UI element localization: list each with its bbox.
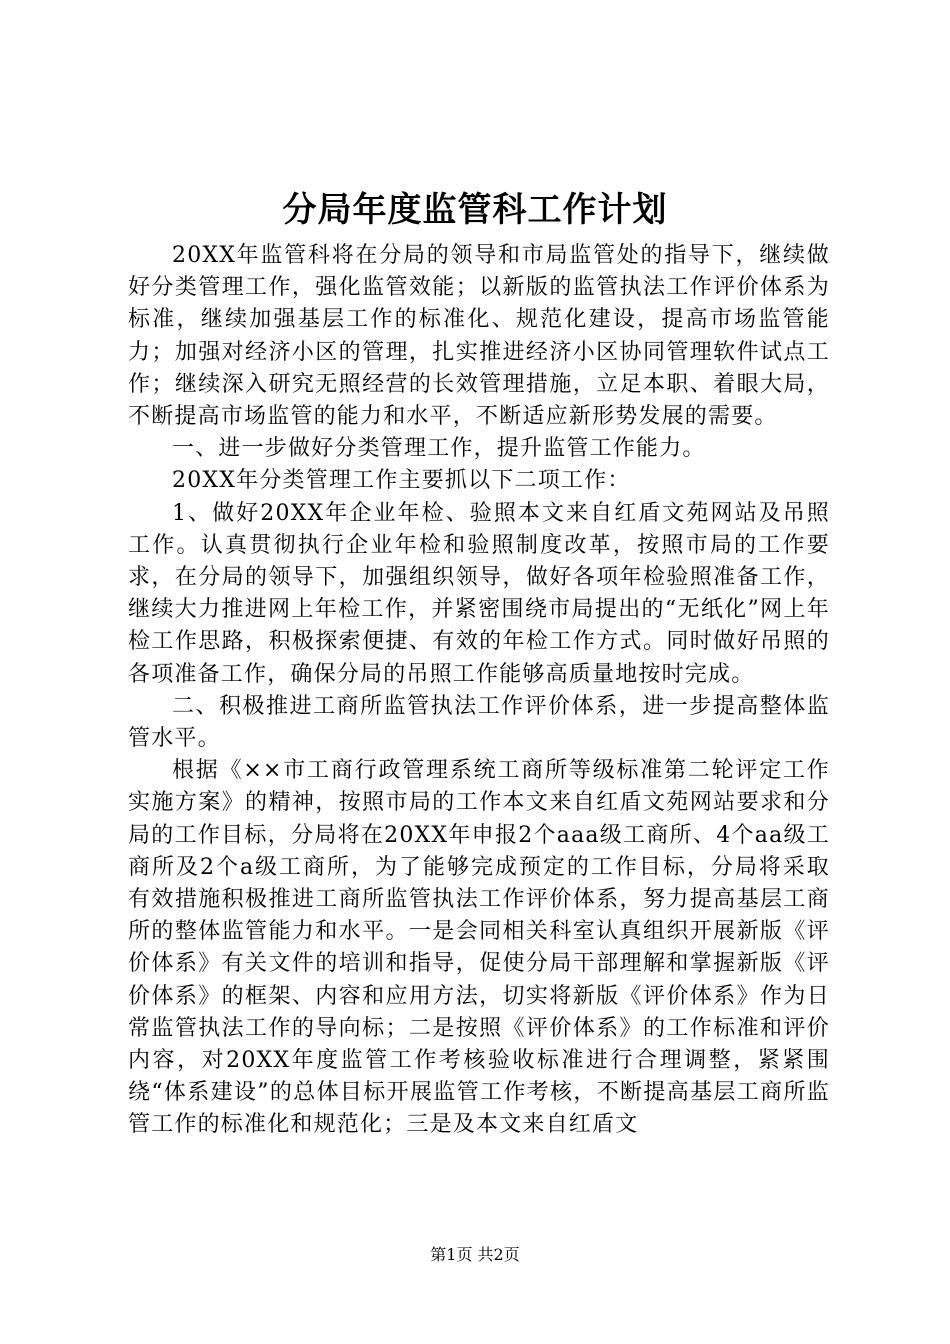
paragraph-section-1-lead: 20XX年分类管理工作主要抓以下二项工作： <box>172 468 631 494</box>
paragraph-section-2-body: 根据《××市工商行政管理系统工商所等级标准第二轮评定工作实施方案》的精神，按照市局的工作本文来自红盾文苑网站要求和分局的工作目标，分局将在20XX年申报2个aaa级工商所、4个aa级工商所及2个a级工商所，为了能够完成预定的工作目标，分局将采取有效措施积极推进工商所监管执法工作评价体系，努力提高基层工商所的整体监管能力和水平。一是会同相关科室认真组织开展新版《评价体系》有关文件的培训和指导，促使分局干部理解和掌握新版《评价体系》的框架、内容和应用方法，切实将新版《评价体系》作为日常监管执法工作的导向标；二是按照《评价体系》的工作标准和评价内容，对20XX年度监管工作考核验收标准进行合理调整，紧紧围绕“体系建设”的总体目标开展监管工作考核，不断提高基层工商所监管工作的标准化和规范化；三是及本文来自红盾文 <box>128 758 830 1138</box>
paragraph-item-1: 1、做好20XX年企业年检、验照本文来自红盾文苑网站及吊照工作。认真贯彻执行企业年检和验照制度改革，按照市局的工作要求，在分局的领导下，加强组织领导，做好各项年检验照准备工作，继续大力推进网上年检工作，并紧密围绕市局提出的“无纸化”网上年检工作思路，积极探索便捷、有效的年检工作方式。同时做好吊照的各项准备工作，确保分局的吊照工作能够高质量地按时完成。 <box>128 500 830 687</box>
document-body <box>128 240 830 1142</box>
paragraph-section-1-heading: 一、进一步做好分类管理工作，提升监管工作能力。 <box>172 436 706 462</box>
document-title: 分局年度监管科工作计划 <box>282 190 668 230</box>
paragraph-section-2-heading: 二、积极推进工商所监管执法工作评价体系，进一步提高整体监管水平。 <box>128 693 830 752</box>
page-number: 第1页 共2页 <box>430 1245 520 1264</box>
paragraph-intro: 20XX年监管科将在分局的领导和市局监管处的指导下，继续做好分类管理工作，强化监管效能；以新版的监管执法工作评价体系为标准，继续加强基层工作的标准化、规范化建设，提高市场监管能力；加强对经济小区的管理，扎实推进经济小区协同管理软件试点工作；继续深入研究无照经营的长效管理措施，立足本职、着眼大局，不断提高市场监管的能力和水平，不断适应新形势发展的需要。 <box>128 243 830 430</box>
